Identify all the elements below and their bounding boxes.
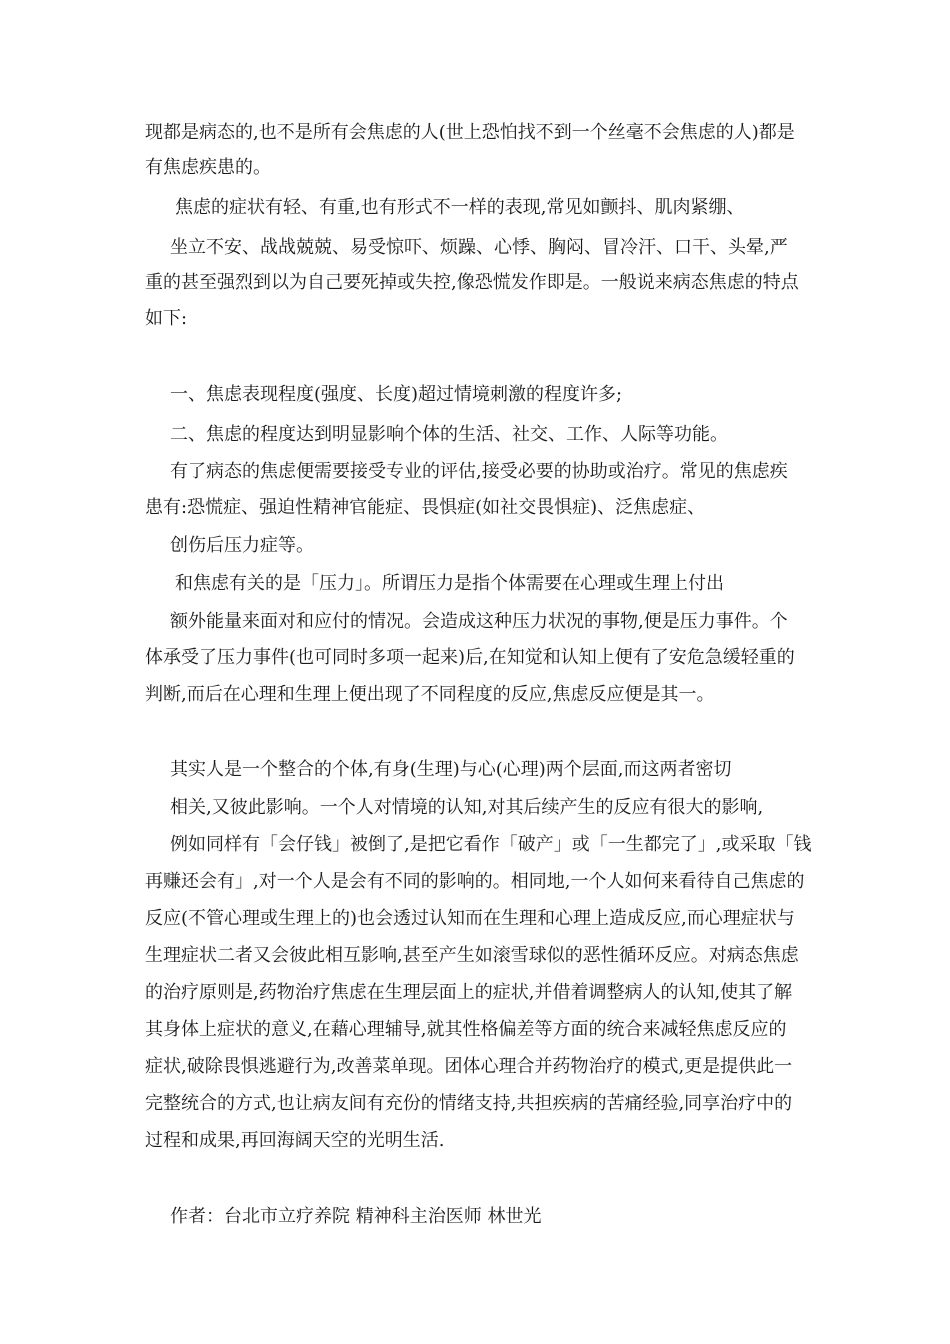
author-line: 作者：台北市立疗养院 精神科主治医师 林世光: [170, 1206, 542, 1227]
text-line: 重的甚至强烈到以为自己要死掉或失控,像恐慌发作即是。一般说来病态焦虑的特点: [145, 272, 799, 293]
text-line: 其身体上症状的意义,在藉心理辅导,就其性格偏差等方面的统合来减轻焦虑反应的: [145, 1019, 787, 1040]
text-line: 完整统合的方式,也让病友间有充份的情绪支持,共担疾病的苦痛经验,同享治疗中的: [145, 1093, 793, 1114]
text-line: 其实人是一个整合的个体,有身(生理)与心(心理)两个层面,而这两者密切: [170, 759, 732, 780]
text-line: 患有:恐慌症、强迫性精神官能症、畏惧症(如社交畏惧症)、泛焦虑症、: [145, 497, 706, 518]
text-line: 和焦虑有关的是「压力」。所谓压力是指个体需要在心理或生理上付出: [175, 573, 724, 594]
text-line: 例如同样有「会仔钱」被倒了,是把它看作「破产」或「一生都完了」,或采取「钱: [170, 834, 812, 855]
text-line: 额外能量来面对和应付的情况。会造成这种压力状况的事物,便是压力事件。个: [170, 611, 788, 632]
text-line: 过程和成果,再回海阔天空的光明生活.: [145, 1130, 445, 1151]
text-line: 如下:: [145, 308, 188, 329]
text-line: 焦虑的症状有轻、有重,也有形式不一样的表现,常见如颤抖、肌肉紧绷、: [175, 197, 745, 218]
text-line: 现都是病态的,也不是所有会焦虑的人(世上恐怕找不到一个丝毫不会焦虑的人)都是: [145, 122, 795, 143]
text-line: 反应(不管心理或生理上的)也会透过认知而在生理和心理上造成反应,而心理症状与: [145, 908, 795, 929]
text-line: 二、焦虑的程度达到明显影响个体的生活、社交、工作、人际等功能。: [170, 424, 728, 445]
text-line: 判断,而后在心理和生理上便出现了不同程度的反应,焦虑反应便是其一。: [145, 684, 715, 705]
text-line: 相关,又彼此影响。一个人对情境的认知,对其后续产生的反应有很大的影响,: [170, 797, 764, 818]
text-line: 坐立不安、战战兢兢、易受惊吓、烦躁、心悸、胸闷、冒冷汗、口干、头晕,严: [170, 237, 788, 258]
text-line: 有焦虑疾患的。: [145, 157, 271, 178]
text-line: 体承受了压力事件(也可同时多项一起来)后,在知觉和认知上便有了安危急缓轻重的: [145, 647, 795, 668]
text-line: 再赚还会有」,对一个人是会有不同的影响的。相同地,一个人如何来看待自己焦虑的: [145, 871, 805, 892]
text-line: 一、焦虑表现程度(强度、长度)超过情境刺激的程度许多;: [170, 384, 623, 405]
text-line: 创伤后压力症等。: [170, 535, 314, 556]
text-line: 症状,破除畏惧逃避行为,改善菜单现。团体心理合并药物治疗的模式,更是提供此一: [145, 1056, 793, 1077]
text-line: 有了病态的焦虑便需要接受专业的评估,接受必要的协助或治疗。常见的焦虑疾: [170, 461, 788, 482]
text-line: 的治疗原则是,药物治疗焦虑在生理层面上的症状,并借着调整病人的认知,使其了解: [145, 982, 793, 1003]
text-line: 生理症状二者又会彼此相互影响,甚至产生如滚雪球似的恶性循环反应。对病态焦虑: [145, 945, 799, 966]
